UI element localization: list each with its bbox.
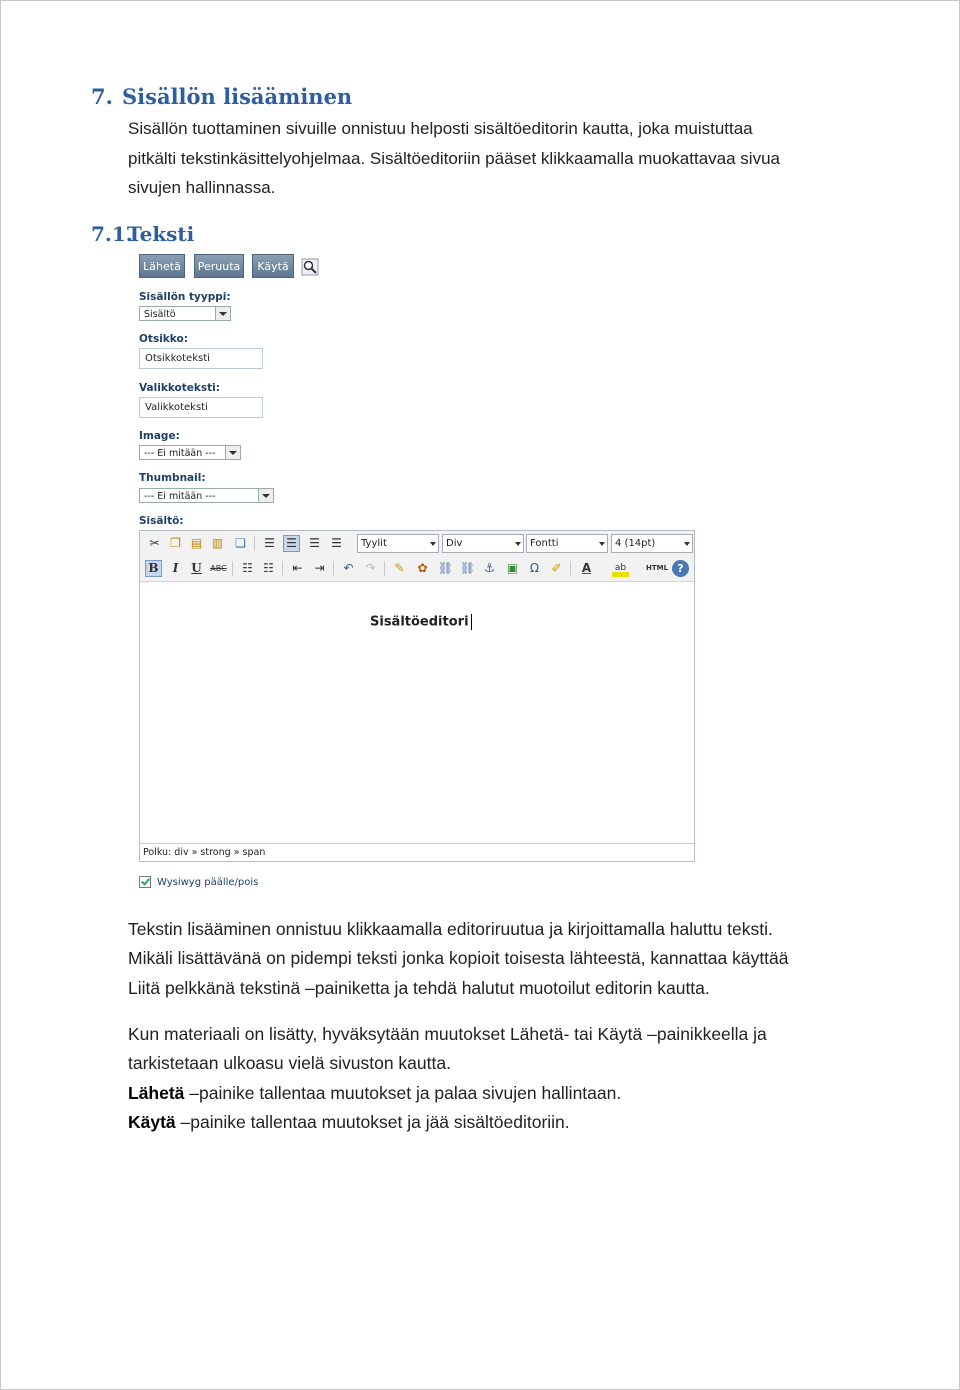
paste-word-icon[interactable]: ❏ — [235, 536, 246, 550]
italic-icon[interactable]: I — [172, 561, 179, 575]
anchor-icon[interactable]: ⚓ — [484, 561, 495, 575]
font-size-dropdown-label: 4 (14pt) — [615, 538, 656, 549]
menu-text-label: Valikkoteksti: — [139, 382, 220, 394]
redo-icon[interactable]: ↷ — [365, 561, 376, 575]
editor-toolbar-row-1 — [140, 531, 694, 557]
use-description: –painike tallentaa muutokset ja jää sisältöeditoriin. — [175, 1112, 570, 1133]
subsection-heading — [91, 222, 194, 246]
cms-screenshot — [138, 254, 698, 894]
undo-icon[interactable]: ↶ — [343, 561, 354, 575]
font-dropdown-label: Fontti — [530, 538, 559, 549]
use-button[interactable]: Käytä — [252, 254, 294, 278]
special-character-icon[interactable]: Ω — [529, 561, 540, 575]
content-type-value: Sisältö — [144, 309, 176, 320]
rich-text-editor — [139, 530, 695, 862]
paragraph-line: tarkistetaan ulkoasu vielä sivuston kautta. — [128, 1053, 451, 1074]
unlink-icon[interactable]: ⛓ — [459, 561, 476, 575]
image-value: --- Ei mitään --- — [144, 448, 216, 459]
bulleted-list-icon[interactable]: ☷ — [242, 561, 253, 575]
section-number: 7. — [91, 84, 113, 109]
align-left-icon[interactable]: ☰ — [264, 536, 275, 550]
cleanup-code-icon[interactable]: ✿ — [417, 561, 428, 575]
content-label: Sisältö: — [139, 515, 184, 527]
element-path-bar: Polku: div » strong » span — [140, 843, 694, 861]
chevron-down-icon — [258, 489, 273, 502]
send-button[interactable]: Lähetä — [139, 254, 185, 278]
copy-icon[interactable]: ❐ — [170, 536, 181, 550]
chevron-down-icon — [428, 535, 438, 552]
cut-icon[interactable]: ✂ — [149, 536, 160, 550]
indent-icon[interactable]: ⇥ — [314, 561, 325, 575]
paste-text-icon[interactable]: ▥ — [211, 536, 224, 550]
clean-up-icon[interactable]: ✎ — [394, 561, 405, 575]
subsection-title: Teksti — [127, 222, 195, 246]
editor-text-value: Sisältöeditori — [370, 614, 469, 630]
align-center-icon[interactable]: ☰ — [283, 535, 300, 552]
wysiwyg-toggle[interactable] — [139, 876, 258, 888]
send-description: –painike tallentaa muutokset ja palaa sivujen hallintaan. — [184, 1082, 622, 1103]
thumbnail-value: --- Ei mitään --- — [144, 491, 216, 502]
paragraph-editing — [128, 915, 928, 1003]
intro-line: Sisällön tuottaminen sivuille onnistuu helposti sisältöeditorin kautta, joka muistuttaa — [128, 119, 753, 138]
align-right-icon[interactable]: ☰ — [309, 536, 320, 550]
toolbar-separator — [333, 561, 334, 576]
paragraph-line: Liitä pelkkänä tekstinä –painiketta ja tehdä halutut muotoilut editorin kautta. — [128, 977, 710, 998]
intro-line: sivujen hallinnassa. — [128, 178, 276, 197]
title-label: Otsikko: — [139, 333, 188, 345]
outdent-icon[interactable]: ⇤ — [292, 561, 303, 575]
chevron-down-icon — [513, 535, 523, 552]
paragraph-line: Kun materiaali on lisätty, hyväksytään muutokset Lähetä- tai Käytä –painikkeella ja — [128, 1024, 767, 1044]
styles-dropdown[interactable] — [357, 534, 439, 553]
subsection-number: 7.1. — [91, 222, 133, 246]
format-dropdown[interactable] — [442, 534, 524, 553]
font-dropdown[interactable] — [526, 534, 608, 553]
toolbar-separator — [232, 561, 233, 576]
highlight-color-icon[interactable]: ab — [612, 560, 629, 577]
editor-content-area[interactable] — [140, 582, 694, 841]
help-icon[interactable]: ? — [672, 560, 689, 577]
intro-line: pitkälti tekstinkäsittelyohjelmaa. Sisältöeditoriin pääset klikkaamalla muokattavaa sivua — [128, 148, 780, 168]
cancel-button[interactable]: Peruuta — [194, 254, 244, 278]
html-source-icon[interactable]: HTML — [646, 564, 669, 572]
chevron-down-icon — [682, 535, 692, 552]
use-term: Käytä — [128, 1112, 176, 1133]
toolbar-separator — [282, 561, 283, 576]
intro-paragraph — [128, 114, 918, 203]
menu-text-input[interactable]: Valikkoteksti — [139, 397, 263, 418]
editor-text — [370, 614, 472, 630]
strikethrough-icon[interactable]: ABC — [210, 564, 227, 573]
styles-dropdown-label: Tyylit — [361, 538, 387, 549]
toolbar-separator — [254, 536, 255, 551]
image-label: Image: — [139, 430, 180, 442]
paragraph-line: Tekstin lisääminen onnistuu klikkaamalla editoriruutua ja kirjoittamalla haluttu teksti. — [128, 919, 773, 939]
send-term: Lähetä — [128, 1082, 185, 1103]
image-icon[interactable]: ▣ — [506, 561, 519, 575]
wysiwyg-label: Wysiwyg päälle/pois — [157, 877, 259, 888]
section-title: Sisällön lisääminen — [122, 84, 353, 109]
paragraph-saving — [128, 1020, 928, 1138]
editor-toolbar-row-2 — [140, 556, 694, 582]
numbered-list-icon[interactable]: ☷ — [263, 561, 274, 575]
chevron-down-icon — [215, 307, 230, 320]
text-caret — [471, 614, 472, 630]
thumbnail-select[interactable] — [139, 488, 274, 503]
content-type-select[interactable] — [139, 306, 231, 321]
bold-icon[interactable]: B — [145, 560, 162, 577]
link-icon[interactable]: ⛓ — [437, 561, 454, 575]
wysiwyg-checkbox[interactable] — [139, 876, 151, 888]
toolbar-separator — [384, 561, 385, 576]
content-type-label: Sisällön tyyppi: — [139, 291, 231, 303]
text-color-icon[interactable]: A — [581, 561, 592, 575]
image-select[interactable] — [139, 445, 241, 460]
font-size-dropdown[interactable] — [611, 534, 693, 553]
thumbnail-label: Thumbnail: — [139, 472, 206, 484]
preview-zoom-icon[interactable] — [301, 258, 319, 276]
toolbar-separator — [570, 561, 571, 576]
section-heading — [91, 84, 352, 109]
format-dropdown-label: Div — [446, 538, 463, 549]
title-input[interactable]: Otsikkoteksti — [139, 348, 263, 369]
paragraph-line — [128, 1108, 928, 1137]
align-justify-icon[interactable]: ☰ — [331, 536, 342, 550]
chevron-down-icon — [225, 446, 240, 459]
underline-icon[interactable]: U — [191, 561, 202, 575]
brush-icon[interactable]: ✐ — [551, 561, 562, 575]
paragraph-line: Mikäli lisättävänä on pidempi teksti jonka kopioit toisesta lähteestä, kannattaa käyttää — [128, 948, 789, 969]
paste-icon[interactable]: ▤ — [190, 536, 203, 550]
paragraph-line — [128, 1079, 928, 1108]
chevron-down-icon — [597, 535, 607, 552]
